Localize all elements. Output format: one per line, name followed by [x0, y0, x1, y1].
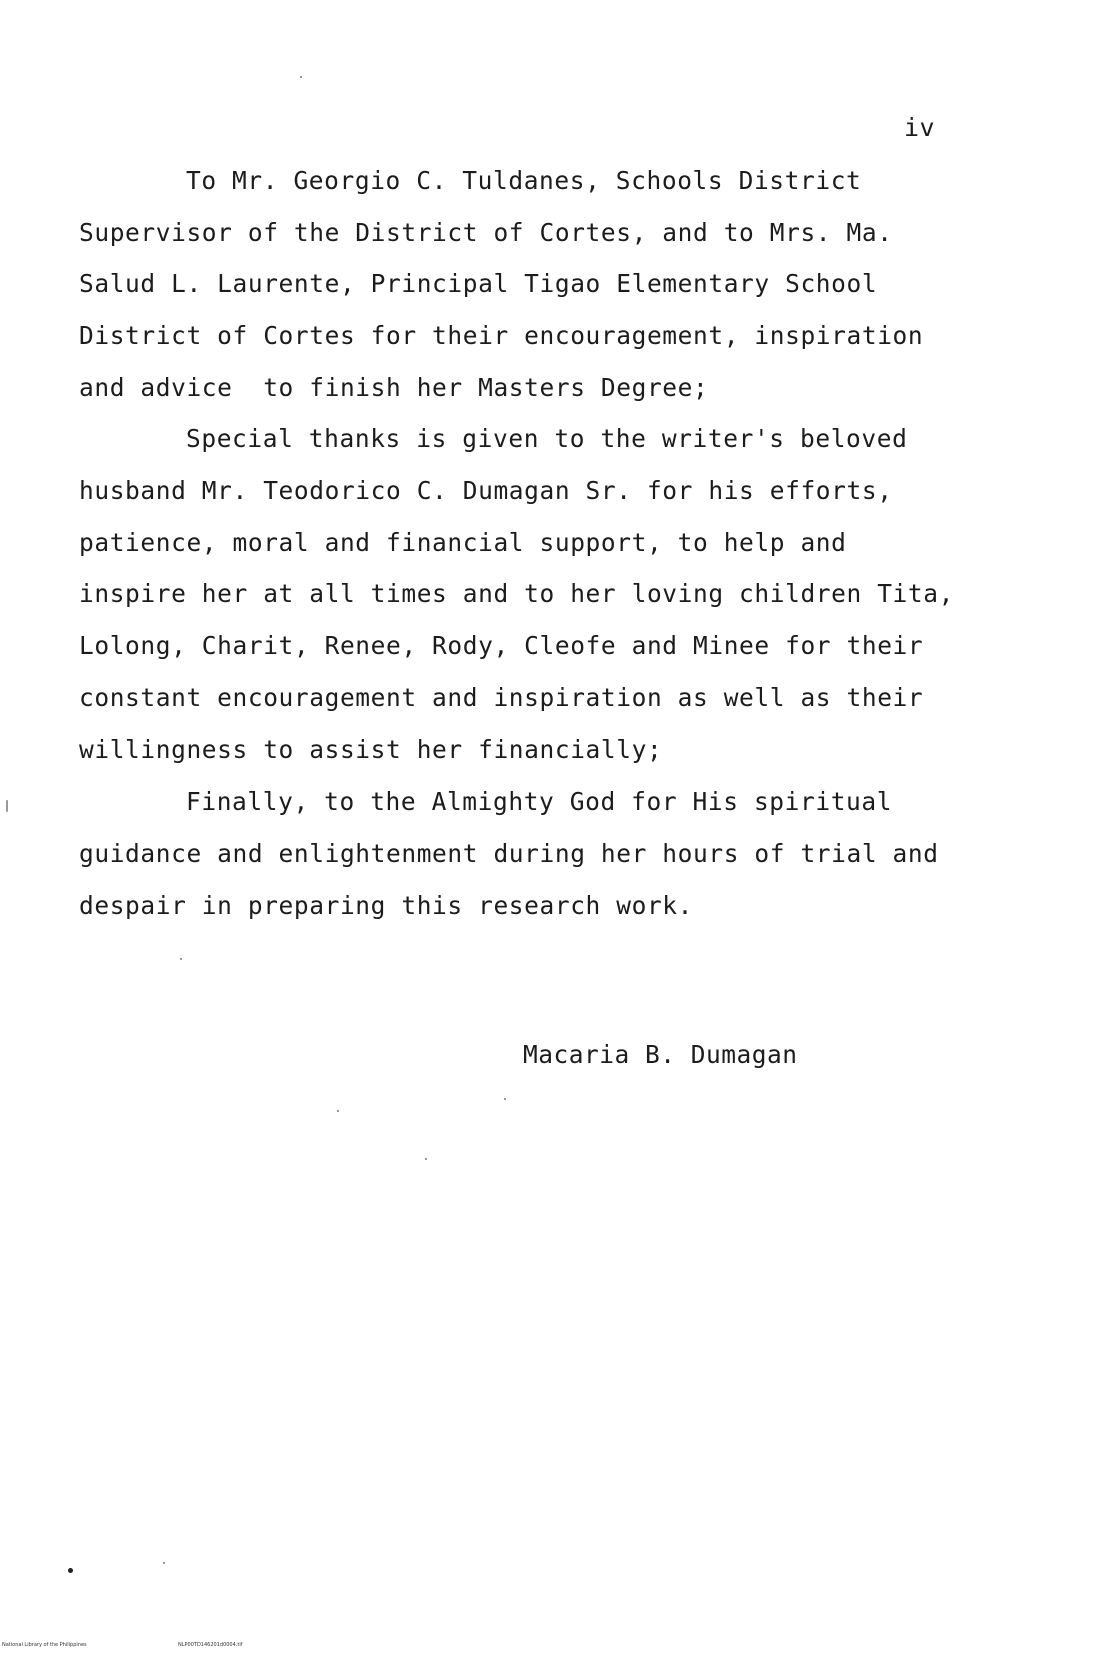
paragraph-1-line-1: To Mr. Georgio C. Tuldanes, Schools District	[186, 166, 862, 195]
paragraph-2-line-4: inspire her at all times and to her loving children Tita,	[79, 579, 954, 608]
paragraph-3-line-3: despair in preparing this research work.	[79, 891, 694, 920]
paragraph-2-line-2: husband Mr. Teodorico C. Dumagan Sr. for his efforts,	[79, 476, 893, 505]
paragraph-3-line-2: guidance and enlightenment during her hours of trial and	[79, 839, 939, 868]
paragraph-3-line-1: Finally, to the Almighty God for His spiritual	[186, 787, 893, 816]
scan-speck	[68, 1568, 73, 1573]
paragraph-2-line-7: willingness to assist her financially;	[79, 735, 663, 764]
footer-file-name: NLP00TD146201d0004.tif	[178, 1642, 243, 1648]
paragraph-1-line-5: and advice to finish her Masters Degree;	[79, 373, 709, 402]
footer-library-name: National Library of the Philippines	[2, 1642, 87, 1648]
paragraph-1-line-2: Supervisor of the District of Cortes, and to Mrs. Ma.	[79, 218, 893, 247]
paragraph-2-line-6: constant encouragement and inspiration as well as their	[79, 683, 924, 712]
scan-speck	[425, 1158, 427, 1160]
scan-speck	[504, 1098, 506, 1100]
scan-speck	[6, 800, 8, 812]
page-number: iv	[904, 113, 936, 142]
paragraph-2-line-3: patience, moral and financial support, to help and	[79, 528, 847, 557]
signature-name: Macaria B. Dumagan	[523, 1040, 798, 1069]
paragraph-1-line-3: Salud L. Laurente, Principal Tigao Elementary School	[79, 269, 878, 298]
scan-speck	[163, 1562, 165, 1564]
scan-speck	[337, 1110, 339, 1112]
paragraph-1-line-4: District of Cortes for their encouragement, inspiration	[79, 321, 924, 350]
scan-speck	[180, 958, 182, 960]
paragraph-2-line-1: Special thanks is given to the writer's beloved	[186, 424, 908, 453]
paragraph-2-line-5: Lolong, Charit, Renee, Rody, Cleofe and Minee for their	[79, 631, 924, 660]
scan-speck	[300, 76, 302, 78]
